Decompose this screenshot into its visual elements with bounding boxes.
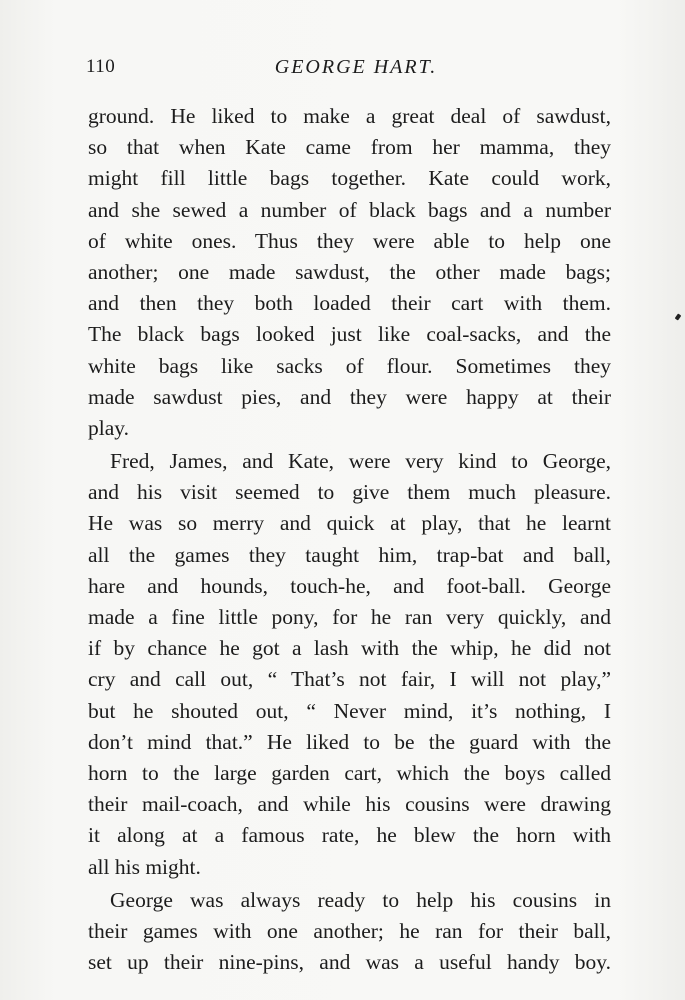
paragraph-1 xyxy=(88,101,611,444)
text-line: ground. He liked to make a great deal of sawdust, xyxy=(88,104,611,128)
paragraph-2 xyxy=(88,446,611,883)
text-line: if by chance he got a lash with the whip, he did not xyxy=(88,636,611,661)
page-number: 110 xyxy=(86,56,116,77)
text-line: The black bags looked just like coal-sacks, and the xyxy=(88,322,611,347)
text-line: but he shouted out, “ Never mind, it’s nothing, I xyxy=(88,698,611,723)
text-line: and his visit seemed to give them much pleasure. xyxy=(88,480,611,505)
text-line: it along at a famous rate, he blew the horn with xyxy=(88,823,611,848)
ink-speck xyxy=(675,313,682,320)
text-line: all the games they taught him, trap-bat and ball, xyxy=(88,542,611,567)
text-line: don’t mind that.” He liked to be the guard with the xyxy=(88,729,611,754)
text-line: Fred, James, and Kate, were very kind to George, xyxy=(110,449,611,474)
text-line: made a fine little pony, for he ran very quickly, and xyxy=(88,605,611,629)
text-line: George was always ready to help his cousins in xyxy=(110,887,611,912)
running-head: GEORGE HART. xyxy=(274,56,438,78)
text-line: play. xyxy=(88,415,129,440)
text-line: horn to the large garden cart, which the boys called xyxy=(88,760,611,785)
text-line: set up their nine-pins, and was a useful handy boy. xyxy=(88,950,611,975)
text-line: all his might. xyxy=(88,854,201,879)
text-line: so that when Kate came from her mamma, they xyxy=(88,135,611,160)
text-line: made sawdust pies, and they were happy at their xyxy=(88,384,611,409)
text-line: might fill little bags together. Kate could work, xyxy=(88,166,611,191)
text-line: white bags like sacks of flour. Sometimes they xyxy=(88,353,611,378)
text-line: their mail-coach, and while his cousins were drawing xyxy=(88,792,611,817)
paragraph-3 xyxy=(88,885,611,979)
body-text xyxy=(88,101,611,978)
text-line: He was so merry and quick at play, that he learnt xyxy=(88,511,611,536)
text-line: and then they both loaded their cart with them. xyxy=(88,291,611,316)
text-line: and she sewed a number of black bags and a number xyxy=(88,197,611,222)
text-line: cry and call out, “ That’s not fair, I will not play,” xyxy=(88,667,611,692)
page-header xyxy=(86,56,616,86)
text-line: another; one made sawdust, the other made bags; xyxy=(88,259,611,284)
text-line: their games with one another; he ran for their ball, xyxy=(88,918,611,943)
text-line: hare and hounds, touch-he, and foot-ball. George xyxy=(88,573,611,598)
text-line: of white ones. Thus they were able to help one xyxy=(88,228,611,253)
